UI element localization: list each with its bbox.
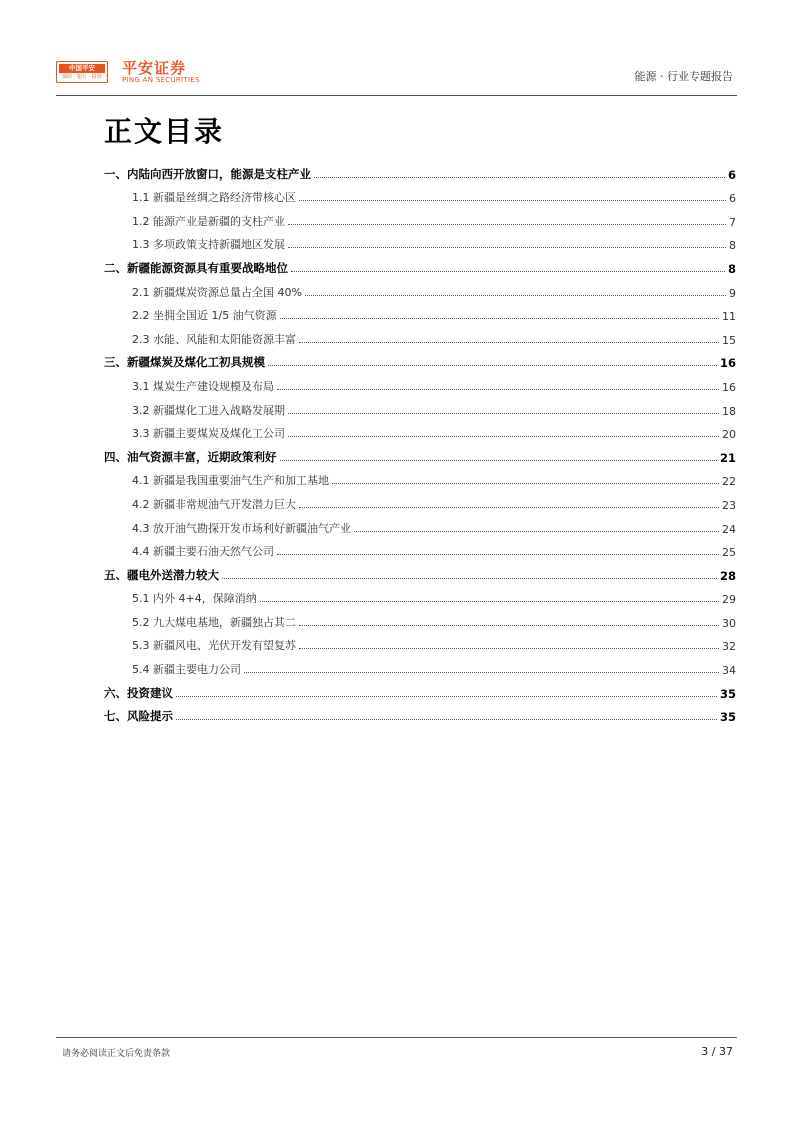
toc-entry-page: 11 — [722, 310, 736, 324]
toc-entry-page: 30 — [722, 616, 736, 630]
toc-section-entry[interactable] — [104, 347, 736, 371]
toc-entry-page: 35 — [719, 710, 736, 725]
toc-entry-title: 四、油气资源丰富，近期政策利好 — [104, 449, 277, 464]
toc-entry-page: 8 — [727, 261, 736, 276]
toc-entry-title: 2.1 新疆煤炭资源总量占全国 40% — [132, 285, 302, 299]
logo-badge-bottom-text: 保险 · 银行 · 投资 — [62, 74, 102, 80]
toc-entry-page: 9 — [729, 286, 736, 300]
toc-entry-page: 22 — [722, 475, 736, 489]
report-type-label: 能源 · 行业专题报告 — [634, 70, 733, 83]
toc-entry-title: 2.2 坐拥全国近 1/5 油气资源 — [132, 309, 277, 323]
toc-dot-leader — [222, 578, 717, 579]
toc-dot-leader — [299, 507, 719, 508]
toc-entry-page: 18 — [722, 404, 736, 418]
toc-dot-leader — [277, 554, 719, 555]
toc-subsection-entry[interactable] — [104, 276, 736, 300]
toc-subsection-entry[interactable] — [104, 205, 736, 229]
toc-entry-title: 5.1 内外 4+4，保障消纳 — [132, 592, 257, 606]
toc-dot-leader — [305, 295, 726, 296]
toc-subsection-entry[interactable] — [104, 536, 736, 560]
toc-entry-title: 1.3 多项政策支持新疆地区发展 — [132, 238, 285, 252]
toc-dot-leader — [244, 672, 719, 673]
toc-subsection-entry[interactable] — [104, 418, 736, 442]
toc-dot-leader — [288, 436, 719, 437]
toc-entry-title: 二、新疆能源资源具有重要战略地位 — [104, 260, 288, 275]
toc-entry-title: 1.1 新疆是丝绸之路经济带核心区 — [132, 191, 296, 205]
toc-entry-page: 6 — [727, 167, 736, 182]
toc-section-entry[interactable] — [104, 441, 736, 465]
toc-subsection-entry[interactable] — [104, 394, 736, 418]
toc-entry-title: 4.1 新疆是我国重要油气生产和加工基地 — [132, 474, 329, 488]
toc-entry-page: 29 — [722, 593, 736, 607]
toc-dot-leader — [354, 531, 719, 532]
toc-subsection-entry[interactable] — [104, 606, 736, 630]
toc-dot-leader — [288, 247, 726, 248]
toc-dot-leader — [176, 719, 717, 720]
toc-dot-leader — [291, 271, 725, 272]
toc-dot-leader — [280, 460, 717, 461]
brand-name-en: PING AN SECURITIES — [122, 76, 200, 84]
toc-subsection-entry[interactable] — [104, 653, 736, 677]
toc-entry-page: 15 — [722, 333, 736, 347]
toc-dot-leader — [299, 648, 719, 649]
toc-entry-page: 6 — [729, 192, 736, 206]
toc-entry-title: 七、风险提示 — [104, 709, 173, 724]
toc-entry-page: 25 — [722, 546, 736, 560]
toc-entry-title: 一、内陆向西开放窗口，能源是支柱产业 — [104, 166, 311, 181]
header-divider — [56, 95, 737, 96]
toc-entry-page: 28 — [719, 568, 736, 583]
toc-subsection-entry[interactable] — [104, 370, 736, 394]
toc-subsection-entry[interactable] — [104, 630, 736, 654]
toc-entry-page: 21 — [719, 450, 736, 465]
toc-entry-page: 16 — [722, 380, 736, 394]
toc-dot-leader — [299, 625, 719, 626]
toc-entry-page: 8 — [729, 239, 736, 253]
toc-subsection-entry[interactable] — [104, 465, 736, 489]
toc-dot-leader — [280, 318, 719, 319]
toc-entry-title: 5.2 九大煤电基地，新疆独占其二 — [132, 615, 296, 629]
toc-dot-leader — [288, 224, 726, 225]
toc-entry-page: 32 — [722, 640, 736, 654]
toc-subsection-entry[interactable] — [104, 182, 736, 206]
toc-entry-title: 六、投资建议 — [104, 685, 173, 700]
toc-dot-leader — [288, 413, 719, 414]
toc-entry-page: 34 — [722, 664, 736, 678]
toc-subsection-entry[interactable] — [104, 512, 736, 536]
toc-entry-page: 20 — [722, 428, 736, 442]
toc-entry-title: 4.2 新疆非常规油气开发潜力巨大 — [132, 497, 296, 511]
toc-entry-title: 五、疆电外送潜力较大 — [104, 567, 219, 582]
toc-dot-leader — [299, 200, 726, 201]
toc-dot-leader — [314, 177, 725, 178]
toc-entry-page: 24 — [722, 522, 736, 536]
toc-subsection-entry[interactable] — [104, 323, 736, 347]
toc-entry-title: 4.3 放开油气勘探开发市场利好新疆油气产业 — [132, 521, 351, 535]
toc-entry-title: 3.2 新疆煤化工进入战略发展期 — [132, 403, 285, 417]
ping-an-logo-badge — [56, 61, 108, 83]
footer-page-number: 3 / 37 — [701, 1045, 733, 1058]
toc-entry-title: 2.3 水能、风能和太阳能资源丰富 — [132, 332, 296, 346]
page-title: 正文目录 — [104, 115, 225, 148]
toc-subsection-entry[interactable] — [104, 229, 736, 253]
footer-divider — [56, 1037, 737, 1038]
toc-entry-title: 三、新疆煤炭及煤化工初具规模 — [104, 355, 265, 370]
toc-entry-page: 23 — [722, 498, 736, 512]
toc-entry-title: 3.1 煤炭生产建设规模及布局 — [132, 379, 274, 393]
toc-section-entry[interactable] — [104, 677, 736, 701]
toc-subsection-entry[interactable] — [104, 300, 736, 324]
brand-name-cn: 平安证券 — [122, 59, 187, 77]
logo-badge-top-text: 中国平安 — [59, 64, 105, 73]
toc-entry-page: 7 — [729, 215, 736, 229]
toc-subsection-entry[interactable] — [104, 583, 736, 607]
toc-subsection-entry[interactable] — [104, 488, 736, 512]
toc-section-entry[interactable] — [104, 252, 736, 276]
toc-section-entry[interactable] — [104, 158, 736, 182]
page-header — [56, 55, 737, 95]
toc-entry-title: 4.4 新疆主要石油天然气公司 — [132, 545, 274, 559]
table-of-contents — [104, 158, 736, 724]
footer-disclaimer: 请务必阅读正文后免责条款 — [62, 1049, 171, 1059]
toc-dot-leader — [268, 365, 717, 366]
toc-entry-title: 3.3 新疆主要煤炭及煤化工公司 — [132, 427, 285, 441]
toc-dot-leader — [299, 342, 719, 343]
toc-dot-leader — [176, 696, 717, 697]
toc-dot-leader — [332, 483, 719, 484]
toc-entry-page: 16 — [719, 356, 736, 371]
toc-entry-title: 5.4 新疆主要电力公司 — [132, 663, 241, 677]
toc-section-entry[interactable] — [104, 701, 736, 725]
toc-entry-title: 5.3 新疆风电、光伏开发有望复苏 — [132, 639, 296, 653]
toc-entry-title: 1.2 能源产业是新疆的支柱产业 — [132, 214, 285, 228]
toc-dot-leader — [260, 601, 719, 602]
toc-dot-leader — [277, 389, 719, 390]
toc-entry-page: 35 — [719, 686, 736, 701]
toc-section-entry[interactable] — [104, 559, 736, 583]
